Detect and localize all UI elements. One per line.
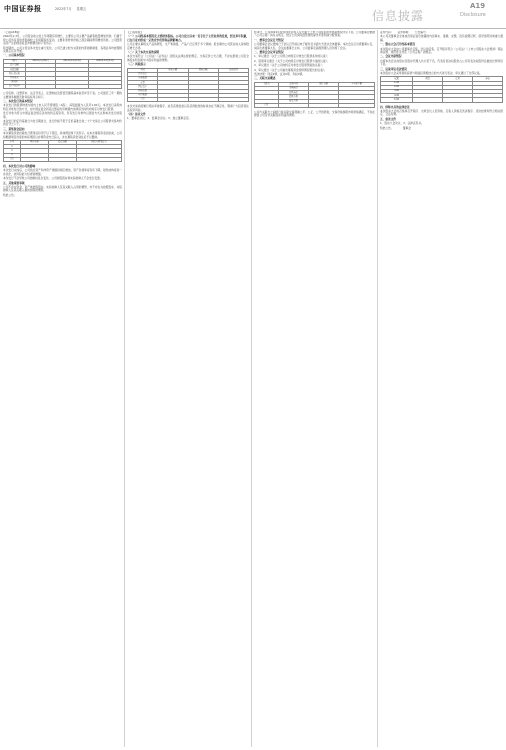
article-column-4 [380, 31, 503, 746]
body-paragraph: 3、审议通过《关于公司向特定对象发行股票预案的议案》； [254, 63, 325, 68]
body-paragraph: 报告期内，公司主营业务未发生重大变化。公司已建立较为完善的内部控制制度，各项业务均按照相关规定有序开展。 [3, 45, 122, 54]
section-heading: 四、本次发行对公司的影响 [3, 163, 36, 168]
body-paragraph: 1、董事会决议；2、监事会决议；3、独立董事意见。 [127, 116, 192, 121]
table-cell [279, 103, 309, 107]
section-heading: 三、关联交易概述 [254, 76, 276, 81]
table-cell: 固定资产 [128, 85, 158, 89]
table-header-cell: 议案 [381, 77, 413, 81]
table-row [4, 157, 122, 161]
section-heading: 三、议案审议表决情况 [380, 66, 407, 71]
table-cell: 应付账款 [128, 93, 158, 97]
section-heading: 二、本次发行的基本情况 [3, 98, 33, 103]
table-cell [473, 98, 503, 102]
body-paragraph: 本次发行的定价基准日为发行期首日，发行价格不低于定价基准日前二十个交易日公司股票交易均价的百分之八十。 [3, 119, 122, 127]
body-paragraph: 本次募集资金扣除发行费用后将用于以下项目，具体情况如下表所示。在本次募集资金到位前，公司将根据项目进度的实际情况以自筹资金先行投入，并在募集资金到位后予以置换。 [3, 131, 122, 139]
section-heading: （四）备查文件 [127, 111, 146, 116]
body-paragraph: 公司名称、注册资本、法定代表人、注册地址及经营范围等基本信息详见下表。公司最近三年一期的主要财务数据及财务指标列示如下。 [3, 91, 122, 99]
section-heading: 一、公司基本情况 [3, 53, 25, 58]
section-heading: 四、律师出具的法律意见 [380, 104, 410, 109]
body-paragraph: 2022年1-3月，公司营业收入较上年同期有所增长，主要系公司主要产品销售数量增加所致；归属于母公司所有者的净利润较上年同期有所变动，主要系原材料价格上涨及期间费用增加所致。公司经营活动产生的现金流量净额情况如下表所示。 [3, 34, 122, 46]
table-cell [413, 98, 443, 102]
data-table [380, 76, 503, 102]
section-heading: 五、其他重要事项 [3, 180, 25, 185]
table-cell [218, 97, 248, 101]
section-heading: 一、股东大会召开的基本情况 [380, 42, 415, 47]
body-paragraph: 公司主要从事相关产品的研发、生产和销售，产品广泛应用于多个领域。报告期内公司营业收入保持稳定增长态势。 [127, 42, 249, 50]
page-header [0, 0, 506, 24]
table-cell: 提供劳务 [279, 95, 309, 99]
section-heading: （二）关于本次交易的说明 [127, 50, 160, 55]
table-header-cell: 项目名称 [20, 141, 48, 145]
section-title: 信息披露 [372, 9, 425, 23]
table-cell: 资产负债率 [4, 84, 26, 88]
table-header-cell: 期初余额 [188, 68, 218, 72]
article-column-2 [127, 31, 249, 746]
body-paragraph: 公司与关联方之间的日常关联交易遵循公平、公正、公开的原则，交易价格参照市场价格确定，不存在损害公司及非关联股东利益的情形。 [254, 110, 375, 118]
table-header-cell: 弃权 [473, 77, 503, 81]
body-paragraph: 本次发行完成后，公司的总资产和净资产规模将相应增加，资产负债率将有所下降，财务结构将进一步优化，抗风险能力将得到增强。 [3, 168, 122, 176]
table-cell [443, 98, 473, 102]
body-paragraph: 特此公告。 [3, 192, 17, 197]
issue-meta [55, 6, 90, 11]
body-paragraph: 表决结果：同意9票，反对0票，弃权0票。 [254, 72, 305, 77]
table-cell: 3 [4, 153, 21, 157]
header-divider [0, 28, 506, 29]
table-cell [89, 84, 122, 88]
table-header-cell: 反对 [443, 77, 473, 81]
table-cell [158, 97, 188, 101]
table-row [128, 97, 249, 101]
table-cell [188, 97, 218, 101]
table-header-cell: 关联方 [255, 82, 279, 86]
body-paragraph: 经审计，公司2021年度实现营业收入及归属于上市公司股东的净利润情况详见下表。公司董事会根据《公司章程》的有关规定，结合公司实际经营情况提出年度利润分配预案。 [254, 31, 375, 38]
table-header-cell: 同意 [413, 77, 443, 81]
section-heading: 二、会议出席情况 [380, 54, 402, 59]
body-paragraph: 4、审议通过《关于公司前次募集资金使用情况报告的议案》。 [254, 67, 327, 72]
table-row [381, 98, 503, 102]
body-paragraph: 本次发行的股票种类为境内上市人民币普通股（A股），每股面值为人民币1.00元。本次发行采用向特定对象发行的方式，在中国证监会同意注册后的有效期内选择适当时机向特定对象发行股票。 [3, 103, 122, 111]
table-header-cell: 2022年3月31日 [25, 59, 56, 63]
body-paragraph: 公司不存在资金、资产被控股股东、实际控制人及其关联人占用的情形，亦不存在为控股股东、实际控制人及其关联人提供担保的情形。 [3, 185, 122, 193]
body-paragraph: 本公司及董事会全体成员保证信息披露的内容真实、准确、完整，没有虚假记载、误导性陈述或重大遗漏。 [380, 34, 503, 42]
body-paragraph: 1、股东大会决议；2、法律意见书。 [380, 121, 424, 126]
table-header-cell: 科目 [128, 68, 158, 72]
table-header-cell: 期末余额 [158, 68, 188, 72]
body-paragraph: 公司董事会会议通知已于会议召开前以电子邮件及书面方式送达全体董事。本次会议应出席董事九名，实际出席董事九名，会议由董事长主持，公司监事及高级管理人员列席了会议。 [254, 42, 375, 50]
newspaper-masthead: 中国证券报 [4, 5, 42, 13]
section-heading: 二、董事会会议审议情况 [254, 50, 284, 55]
body-paragraph: 本次股东大会由公司董事会召集，会议的召集、召开程序符合《公司法》《上市公司股东大会规则》等法律法规、规范性文件及《公司章程》的规定。 [380, 46, 503, 55]
body-paragraph: 证券代码： 证券简称： 公告编号： [380, 31, 429, 34]
table-cell: 营业收入 [4, 76, 26, 80]
table-cell: 3.00 [381, 90, 413, 94]
body-paragraph: 本次股东大会的召集和召开程序、出席会议人员资格、召集人资格及表决程序、表决结果均符合相关规定，合法有效。 [380, 109, 503, 117]
table-cell: 货币资金 [128, 72, 158, 76]
table-cell [20, 157, 48, 161]
table-header-cell: 拟投入募集资金 [77, 141, 122, 145]
table-cell: 负债总额 [4, 68, 26, 72]
section-heading: 五、备查文件 [380, 116, 397, 121]
table-cell [25, 84, 56, 88]
table-cell: 4.00 [381, 94, 413, 98]
table-cell [56, 84, 89, 88]
article-column-3 [254, 31, 375, 746]
body-paragraph: 本次交易尚需履行相关审批程序，能否获得批准以及获得批准的时间存在不确定性，敬请广大投资者注意投资风险。 [127, 104, 249, 112]
body-paragraph: （上接A18版） [3, 31, 22, 34]
section-heading: （三）风险提示 [127, 62, 146, 67]
table-cell: 所有者权益 [4, 72, 26, 76]
body-paragraph: 本次发行不会导致公司控制权发生变化。公司控股股东和实际控制人不会发生变更。 [3, 176, 103, 181]
table-cell [309, 103, 339, 107]
table-cell: 1.00 [381, 81, 413, 85]
table-cell: 存货 [128, 81, 158, 85]
body-paragraph: 本次股东大会采用现场投票与网络投票相结合的方式进行表决，审议通过了全部议案。 [380, 71, 483, 76]
data-table [127, 68, 249, 103]
table-cell: 短期借款 [128, 89, 158, 93]
data-table [3, 140, 122, 162]
table-cell: 合计 [255, 103, 279, 107]
table-cell [48, 157, 76, 161]
body-paragraph: 1、审议通过《关于公司符合向特定对象发行股票条件的议案》； [254, 54, 330, 59]
table-row [4, 84, 122, 88]
table-cell: 2.00 [381, 85, 413, 89]
data-table [3, 59, 122, 89]
body-paragraph: 特此公告。 董事会 [380, 125, 411, 130]
column-divider [124, 30, 125, 747]
table-header-cell: 交易内容 [279, 82, 309, 86]
body-paragraph: 发行对象为符合中国证监会规定条件的特定投资者，所有发行对象均以现金方式认购本次发行的股票。 [3, 111, 122, 119]
table-cell: 采购商品 [279, 87, 309, 91]
table-header-cell: 变动比例 [218, 68, 248, 72]
data-table [254, 82, 375, 108]
table-cell: 应收账款 [128, 77, 158, 81]
body-paragraph: 2、逐项审议通过《关于公司向特定对象发行股票方案的议案》； [254, 58, 330, 63]
section-english-title: Disclosure [460, 12, 486, 18]
issue-weekday: 星期五 [76, 7, 87, 11]
table-cell: 合计 [128, 97, 158, 101]
table-header-cell: 2020年12月31日 [89, 59, 122, 63]
table-cell: 1 [4, 145, 21, 149]
table-header-cell: 项目 [4, 59, 26, 63]
table-row [255, 103, 375, 107]
section-heading: 三、募集资金投向 [3, 126, 25, 131]
section-heading: （一）公司的基本情况及主要财务指标。公司自设立以来一直专注于主营业务的发展，经过多年积累，已在行业内形成一定的竞争优势和品牌影响力。 [127, 34, 249, 42]
section-heading: 一、董事会会议召开情况 [254, 37, 284, 42]
table-cell: 2 [4, 149, 21, 153]
body-paragraph: 【上接前版】 [127, 31, 144, 34]
body-paragraph: 本次交易符合《公司法》《证券法》及相关法律法规的规定，交易定价公允合理，不存在损害公司及全体股东特别是中小股东利益的情形。 [127, 54, 249, 62]
table-header-cell: 上年发生额 [339, 82, 375, 86]
table-header-cell: 预计金额 [309, 82, 339, 86]
column-divider [377, 30, 378, 747]
table-cell: 接受劳务 [279, 99, 309, 103]
table-cell: 净利润 [4, 80, 26, 84]
body-paragraph: 出席本次会议的股东及股东代理人共计若干名，代表有表决权股份占公司有表决权股份总数的比例详见下表。 [380, 58, 503, 67]
table-cell: 资产总额 [4, 64, 26, 68]
table-cell: 合计 [4, 157, 21, 161]
table-cell [77, 157, 122, 161]
table-cell [339, 103, 375, 107]
article-column-1 [3, 31, 122, 746]
table-header-cell: 投资总额 [48, 141, 76, 145]
issue-date: 2022年7月 [55, 7, 72, 11]
table-header-cell: 序号 [4, 141, 21, 145]
table-header-cell: 2021年12月31日 [56, 59, 89, 63]
column-divider [251, 30, 252, 747]
table-cell: 销售商品 [279, 91, 309, 95]
page-number: A19 [470, 2, 486, 10]
table-cell: 5.00 [381, 98, 413, 102]
